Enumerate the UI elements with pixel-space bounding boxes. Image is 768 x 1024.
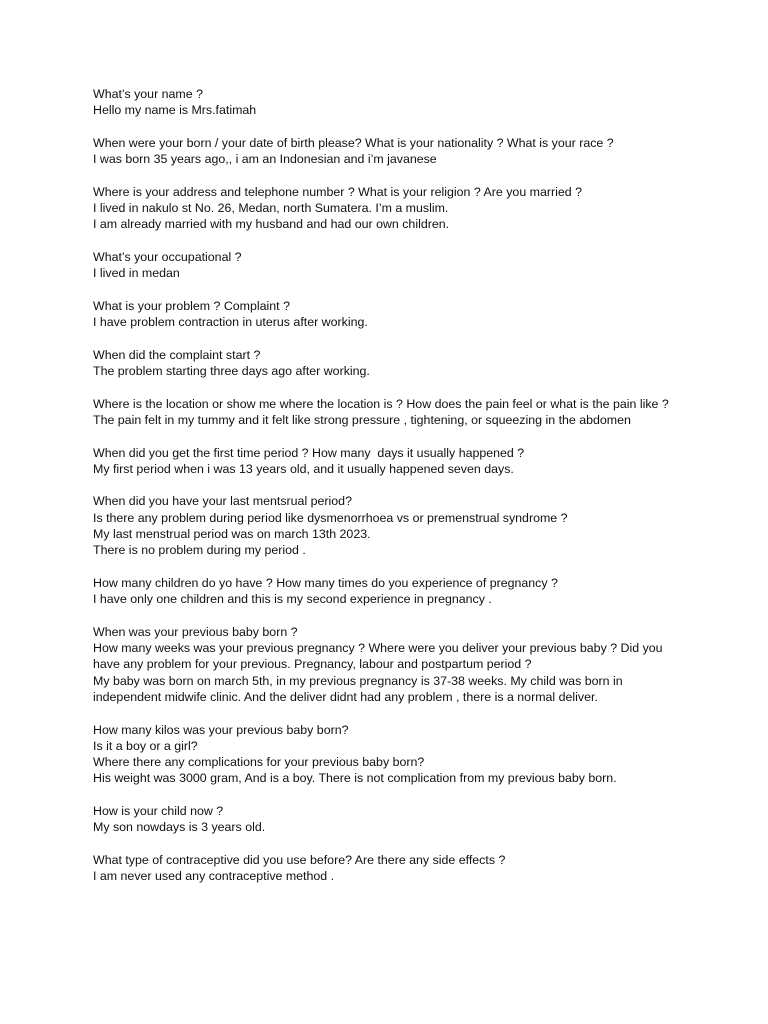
- question-line: How is your child now ?: [93, 804, 224, 819]
- answer-line: I am already married with my husband and had our own children.: [93, 217, 450, 232]
- answer-line: I have only one children and this is my second experience in pregnancy .: [93, 592, 492, 607]
- question-line: When were your born / your date of birth please? What is your nationality ? What is your race ?: [93, 135, 614, 150]
- question-line: When did you have your last mentsrual period?: [93, 494, 352, 509]
- answer-line: The problem starting three days ago after working.: [93, 364, 370, 379]
- qa-block-complaint-start: [93, 347, 673, 380]
- answer-line: My baby was born on march 5th, in my previous pregnancy is 37-38 weeks. My child was born in independent midwife clinic. And the deliver didnt had any problem , there is a normal deliver.: [93, 673, 627, 704]
- answer-line: I lived in nakulo st No. 26, Medan, north Sumatera. I’m a muslim.: [93, 201, 449, 216]
- question-line: How many kilos was your previous baby born?: [93, 722, 349, 737]
- question-line: Where is your address and telephone number ? What is your religion ? Are you married ?: [93, 184, 582, 199]
- question-line: When did the complaint start ?: [93, 347, 261, 362]
- question-line: Where there any complications for your previous baby born?: [93, 755, 425, 770]
- qa-block-children: [93, 575, 673, 608]
- question-line: How many children do yo have ? How many times do you experience of pregnancy ?: [93, 575, 558, 590]
- qa-block-occupation: [93, 249, 673, 282]
- answer-line: I am never used any contraceptive method .: [93, 869, 335, 884]
- qa-block-first-period: [93, 445, 673, 478]
- answer-line: His weight was 3000 gram, And is a boy. There is not complication from my previous baby born.: [93, 771, 617, 786]
- question-line: What’s your name ?: [93, 87, 203, 101]
- answer-line: I lived in medan: [93, 266, 180, 281]
- qa-block-name: [93, 86, 673, 119]
- qa-block-birth: [93, 135, 673, 168]
- question-line: What type of contraceptive did you use before? Are there any side effects ?: [93, 852, 506, 867]
- answer-line: My son nowdays is 3 years old.: [93, 820, 266, 835]
- qa-block-previous-baby: [93, 624, 673, 705]
- answer-line: Hello my name is Mrs.fatimah: [93, 103, 257, 118]
- qa-block-child-now: [93, 803, 673, 836]
- answer-line: I have problem contraction in uterus after working.: [93, 315, 368, 330]
- answer-line: There is no problem during my period .: [93, 543, 306, 558]
- qa-block-pain-location: [93, 396, 673, 429]
- question-line: Is there any problem during period like dysmenorrhoea vs or premenstrual syndrome ?: [93, 510, 568, 525]
- qa-block-contraceptive: [93, 852, 673, 885]
- answer-line: I was born 35 years ago,, i am an Indonesian and i’m javanese: [93, 152, 437, 167]
- question-line: When was your previous baby born ?: [93, 624, 298, 639]
- qa-block-address: [93, 184, 673, 233]
- question-line: How many weeks was your previous pregnancy ? Where were you deliver your previous baby ? Did you have any problem for your previous. Pregnancy, labour and postpartum period ?: [93, 641, 667, 672]
- question-line: What is your problem ? Complaint ?: [93, 298, 290, 313]
- qa-block-last-period: [93, 493, 673, 558]
- question-line: Is it a boy or a girl?: [93, 738, 198, 753]
- answer-line: The pain felt in my tummy and it felt like strong pressure , tightening, or squeezing in the abdomen: [93, 412, 631, 427]
- qa-block-baby-weight: [93, 722, 673, 787]
- question-line: When did you get the first time period ? How many days it usually happened ?: [93, 445, 525, 460]
- question-line: What’s your occupational ?: [93, 249, 242, 264]
- question-line: Where is the location or show me where the location is ? How does the pain feel or what is the pain like ?: [93, 396, 669, 411]
- answer-line: My first period when i was 13 years old, and it usually happened seven days.: [93, 461, 514, 476]
- document-page: [93, 86, 673, 901]
- qa-block-problem: [93, 298, 673, 331]
- answer-line: My last menstrual period was on march 13th 2023.: [93, 527, 371, 542]
